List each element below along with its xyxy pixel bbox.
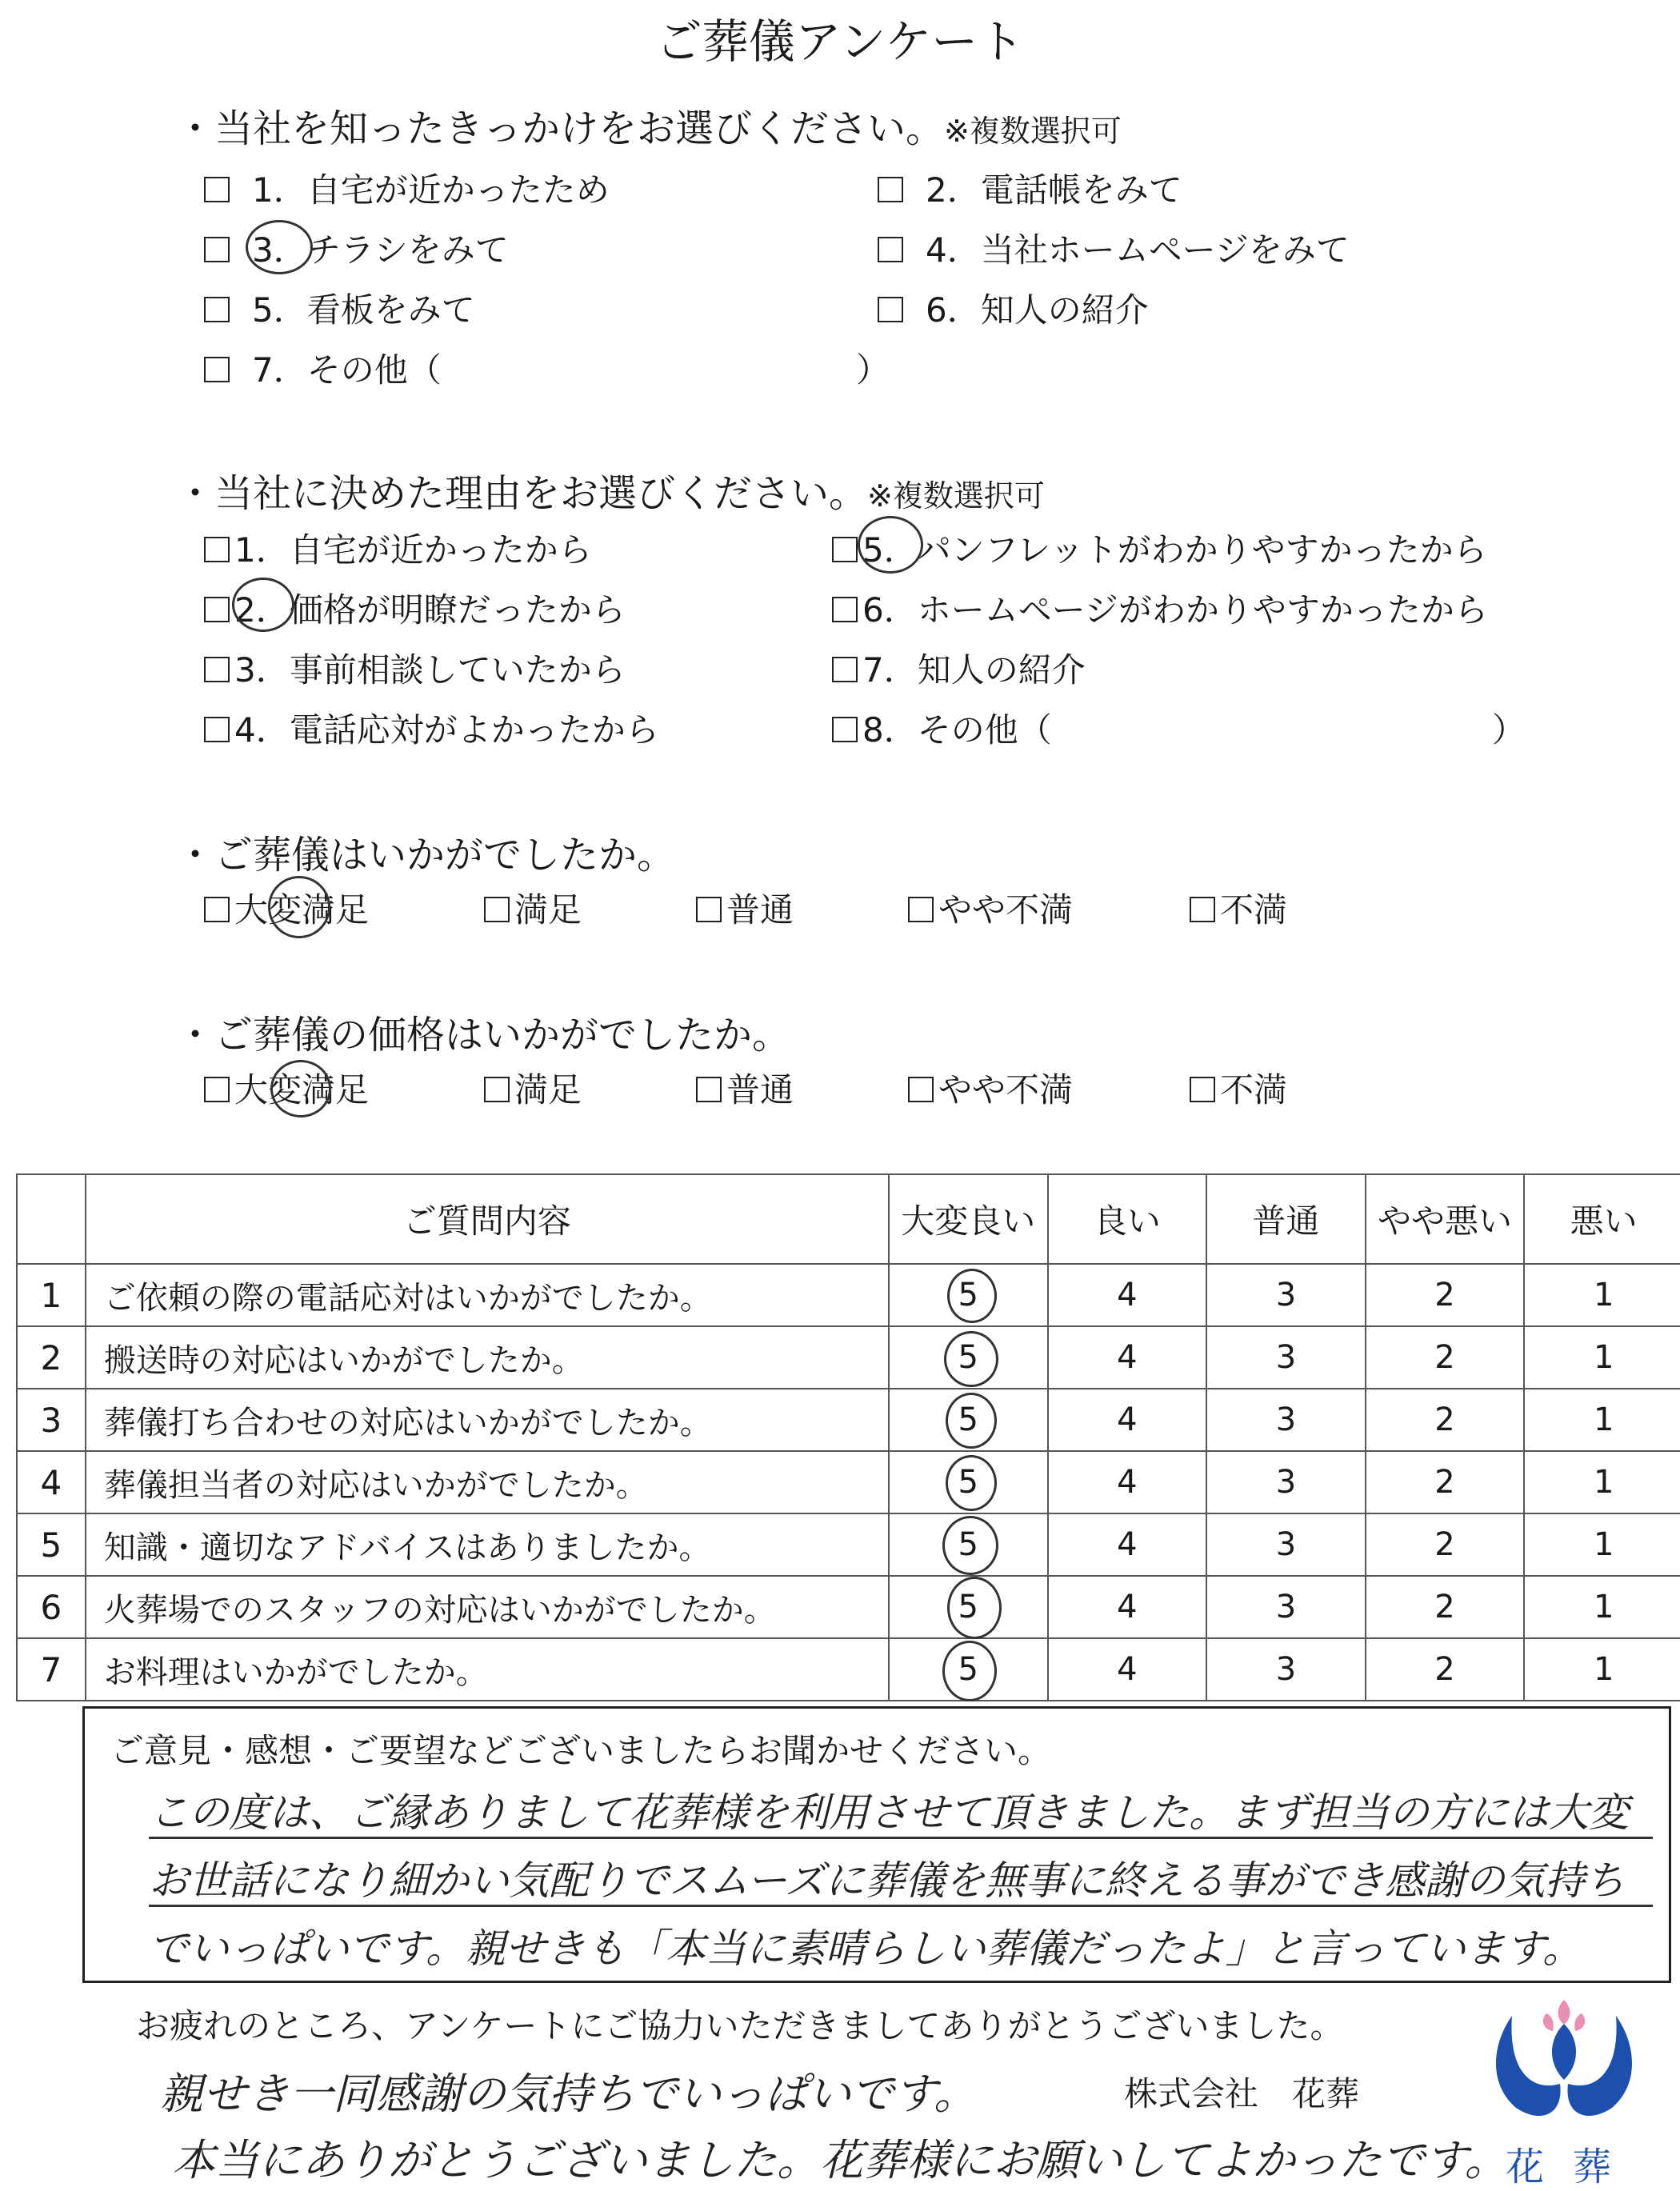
table-header-row: [17, 1174, 1680, 1264]
hand-circle-mark: [944, 1331, 998, 1387]
q4-option-slightly-dissatisfied[interactable]: [908, 1064, 1073, 1112]
q3-option-dissatisfied[interactable]: [1190, 884, 1287, 932]
header-question: ご質問内容: [86, 1174, 889, 1264]
score-5-cell[interactable]: [889, 1326, 1048, 1389]
q4-option-label: 満足: [514, 1070, 582, 1109]
table-row: [17, 1576, 1680, 1638]
checkbox[interactable]: [204, 177, 230, 202]
hand-circle-mark: [268, 876, 330, 938]
header-very-good: 大変良い: [889, 1174, 1048, 1264]
checkbox[interactable]: [1190, 1077, 1215, 1102]
q2-option-label: 4．電話応対がよかったから: [234, 710, 659, 750]
hand-circle-mark: [232, 578, 294, 632]
row-number: 5: [17, 1513, 86, 1576]
checkbox[interactable]: [832, 537, 858, 562]
score-3-cell[interactable]: 3: [1206, 1389, 1366, 1451]
header-normal: 普通: [1206, 1174, 1366, 1264]
logo-text: 花葬: [1506, 2145, 1641, 2189]
score-5: 5: [958, 1651, 978, 1688]
checkbox[interactable]: [204, 717, 230, 742]
q2-option-3[interactable]: [204, 644, 626, 692]
checkbox[interactable]: [832, 657, 858, 682]
q2-option-label: 3．事前相談していたから: [234, 650, 626, 690]
checkbox[interactable]: [878, 297, 903, 322]
company-name: 株式会社 花葬: [1124, 2074, 1360, 2113]
q3-option-label: 大変満足: [234, 890, 370, 930]
q3-option-label: 不満: [1220, 890, 1288, 930]
q1-option-4[interactable]: [878, 224, 1350, 272]
score-4-cell[interactable]: 4: [1048, 1576, 1207, 1638]
score-5-cell[interactable]: [889, 1264, 1048, 1326]
row-number: 2: [17, 1326, 86, 1389]
score-2-cell[interactable]: 2: [1366, 1513, 1525, 1576]
hand-circle-mark: [942, 1516, 998, 1575]
checkbox[interactable]: [908, 1077, 934, 1102]
q1-option-label: 7．その他（: [252, 350, 442, 390]
q3-option-normal[interactable]: [696, 884, 794, 932]
hand-circle-mark: [947, 1577, 1002, 1639]
row-number: 6: [17, 1576, 86, 1638]
row-question: 知識・適切なアドバイスはありましたか。: [86, 1513, 889, 1576]
row-question: ご依頼の際の電話応対はいかがでしたか。: [86, 1264, 889, 1326]
score-5-cell[interactable]: [889, 1513, 1048, 1576]
q4-heading: ・ご葬儀の価格はいかがでしたか。: [176, 1013, 791, 1058]
score-3-cell[interactable]: 3: [1206, 1638, 1366, 1701]
q3-heading: ・ご葬儀はいかがでしたか。: [176, 833, 676, 878]
q4-option-normal[interactable]: [696, 1064, 794, 1112]
comment-line-3: でいっぱいです。親せきも「本当に素晴らしい葬儀だったよ」と言っています。: [149, 1925, 1582, 1972]
row-question: 搬送時の対応はいかがでしたか。: [86, 1326, 889, 1389]
q4-option-label: 不満: [1220, 1070, 1288, 1109]
score-2-cell[interactable]: 2: [1366, 1264, 1525, 1326]
q2-option-6[interactable]: [832, 584, 1488, 632]
q2-option-label: 7．知人の紹介: [862, 650, 1086, 690]
score-5-cell[interactable]: [889, 1638, 1048, 1701]
hand-circle-mark: [942, 1641, 997, 1701]
score-4-cell[interactable]: 4: [1048, 1638, 1207, 1701]
comment-line-2: お世話になり細かい気配りでスムーズに葬儀を無事に終える事ができ感謝の気持ち: [149, 1857, 1625, 1904]
score-1-cell[interactable]: 1: [1524, 1326, 1680, 1389]
q1-option-5[interactable]: [204, 284, 475, 332]
comments-label: ご意見・感想・ご要望などございましたらお聞かせください。: [110, 1731, 1052, 1770]
row-question: 葬儀打ち合わせの対応はいかがでしたか。: [86, 1389, 889, 1451]
q2-option-label: 8．その他（: [862, 710, 1052, 750]
checkbox[interactable]: [204, 237, 230, 262]
q1-heading-text: ・当社を知ったきっかけをお選びください。: [176, 106, 945, 151]
checkbox[interactable]: [484, 897, 510, 922]
q2-close-paren: ）: [1492, 710, 1526, 750]
row-question: 葬儀担当者の対応はいかがでしたか。: [86, 1451, 889, 1513]
score-3-cell[interactable]: 3: [1206, 1326, 1366, 1389]
q2-option-1[interactable]: [204, 524, 592, 572]
q3-option-slightly-dissatisfied[interactable]: [908, 884, 1073, 932]
table-row: [17, 1513, 1680, 1576]
q1-option-label: 3．チラシをみて: [252, 230, 509, 270]
score-1-cell[interactable]: 1: [1524, 1576, 1680, 1638]
score-5-cell[interactable]: [889, 1389, 1048, 1451]
checkbox[interactable]: [696, 897, 722, 922]
score-2-cell[interactable]: 2: [1366, 1638, 1525, 1701]
score-3-cell[interactable]: 3: [1206, 1264, 1366, 1326]
q1-option-6[interactable]: [878, 284, 1149, 332]
row-question: お料理はいかがでしたか。: [86, 1638, 889, 1701]
q3-option-label: やや不満: [938, 890, 1074, 930]
q2-option-label: 1．自宅が近かったから: [234, 530, 592, 570]
q2-heading: [176, 462, 1045, 518]
q1-option-label: 2．電話帳をみて: [926, 170, 1182, 210]
table-row: [17, 1451, 1680, 1513]
q4-option-label: やや不満: [938, 1070, 1074, 1109]
score-4-cell[interactable]: 4: [1048, 1389, 1207, 1451]
row-number: 1: [17, 1264, 86, 1326]
checkbox[interactable]: [908, 897, 934, 922]
q2-option-label: 2．価格が明瞭だったから: [234, 590, 626, 630]
score-3-cell[interactable]: 3: [1206, 1513, 1366, 1576]
table-row: [17, 1264, 1680, 1326]
handwritten-underline: [149, 1837, 1653, 1839]
header-somewhat-bad: やや悪い: [1366, 1174, 1525, 1264]
hand-circle-mark: [270, 1060, 331, 1117]
q2-option-5[interactable]: [832, 524, 1487, 572]
score-2-cell[interactable]: 2: [1366, 1326, 1525, 1389]
score-4-cell[interactable]: 4: [1048, 1264, 1207, 1326]
score-2-cell[interactable]: 2: [1366, 1576, 1525, 1638]
checkbox[interactable]: [484, 1077, 510, 1102]
hand-circle-mark: [246, 220, 313, 274]
q2-heading-text: ・当社に決めた理由をお選びください。: [176, 471, 868, 516]
q2-option-7[interactable]: [832, 644, 1086, 692]
q2-option-label: 6．ホームページがわかりやすかったから: [862, 590, 1488, 630]
q2-option-label: 5．パンフレットがわかりやすかったから: [862, 530, 1487, 570]
checkbox[interactable]: [204, 297, 230, 322]
checkbox[interactable]: [1190, 897, 1215, 922]
handwritten-underline: [149, 1905, 1653, 1907]
comment-line-1: この度は、ご縁ありまして花葬様を利用させて頂きました。まず担当の方には大変: [149, 1789, 1629, 1836]
score-1-cell[interactable]: 1: [1524, 1451, 1680, 1513]
checkbox[interactable]: [204, 897, 230, 922]
q3-option-label: 普通: [726, 890, 794, 930]
q1-option-label: 5．看板をみて: [252, 290, 475, 330]
q1-heading: [176, 98, 1122, 153]
score-5: 5: [958, 1526, 978, 1563]
score-5-cell[interactable]: [889, 1451, 1048, 1513]
checkbox[interactable]: [204, 537, 230, 562]
score-4-cell[interactable]: 4: [1048, 1513, 1207, 1576]
rating-table: [16, 1173, 1680, 1701]
q1-option-2[interactable]: [878, 164, 1182, 212]
score-5: 5: [958, 1589, 978, 1625]
q2-option-8[interactable]: [832, 704, 1052, 752]
score-2-cell[interactable]: 2: [1366, 1389, 1525, 1451]
checkbox[interactable]: [204, 657, 230, 682]
comments-box[interactable]: [82, 1706, 1671, 1983]
page-title: ご葬儀アンケート: [655, 14, 1025, 69]
score-3-cell[interactable]: 3: [1206, 1451, 1366, 1513]
q1-close-paren: ）: [856, 350, 890, 390]
score-1-cell[interactable]: 1: [1524, 1264, 1680, 1326]
score-5: 5: [958, 1277, 978, 1313]
q1-option-label: 6．知人の紹介: [926, 290, 1149, 330]
thank-you-message: お疲れのところ、アンケートにご協力いただきましてありがとうございました。: [136, 2006, 1344, 2045]
table-row: [17, 1326, 1680, 1389]
score-4-cell[interactable]: 4: [1048, 1451, 1207, 1513]
table-row: [17, 1389, 1680, 1451]
q1-option-7[interactable]: [204, 344, 442, 392]
score-3-cell[interactable]: 3: [1206, 1576, 1366, 1638]
row-number: 3: [17, 1389, 86, 1451]
q4-option-label: 普通: [726, 1070, 794, 1109]
q3-option-satisfied[interactable]: [484, 884, 582, 932]
score-1-cell[interactable]: 1: [1524, 1638, 1680, 1701]
checkbox[interactable]: [696, 1077, 722, 1102]
checkbox[interactable]: [878, 177, 903, 202]
row-number: 4: [17, 1451, 86, 1513]
score-1-cell[interactable]: 1: [1524, 1513, 1680, 1576]
q4-option-label: 大変満足: [234, 1070, 370, 1109]
row-question: 火葬場でのスタッフの対応はいかがでしたか。: [86, 1576, 889, 1638]
q1-option-label: 1．自宅が近かったため: [252, 170, 610, 210]
score-5: 5: [958, 1464, 978, 1501]
q3-option-label: 満足: [514, 890, 582, 930]
hand-circle-mark: [947, 1269, 997, 1323]
header-number: [17, 1174, 86, 1264]
hand-circle-mark: [858, 516, 923, 574]
checkbox[interactable]: [204, 597, 230, 622]
q4-option-satisfied[interactable]: [484, 1064, 582, 1112]
handwritten-footer-line-2: 本当にありがとうございました。花葬様にお願いしてよかったです。: [172, 2135, 1508, 2185]
checkbox[interactable]: [832, 717, 858, 742]
q2-option-4[interactable]: [204, 704, 659, 752]
score-5: 5: [958, 1339, 978, 1376]
q4-option-dissatisfied[interactable]: [1190, 1064, 1287, 1112]
score-5: 5: [958, 1401, 978, 1438]
header-good: 良い: [1048, 1174, 1207, 1264]
q2-note: ※複数選択可: [867, 478, 1045, 514]
score-5-cell[interactable]: [889, 1576, 1048, 1638]
checkbox[interactable]: [878, 237, 903, 262]
hand-circle-mark: [946, 1393, 997, 1449]
table-row: [17, 1638, 1680, 1701]
q1-option-1[interactable]: [204, 164, 610, 212]
hand-circle-mark: [946, 1455, 997, 1511]
score-1-cell[interactable]: 1: [1524, 1389, 1680, 1451]
q1-option-label: 4．当社ホームページをみて: [926, 230, 1350, 270]
checkbox[interactable]: [204, 357, 230, 382]
q1-note: ※複数選択可: [944, 114, 1122, 149]
score-2-cell[interactable]: 2: [1366, 1451, 1525, 1513]
header-bad: 悪い: [1524, 1174, 1680, 1264]
checkbox[interactable]: [832, 597, 858, 622]
row-number: 7: [17, 1638, 86, 1701]
handwritten-footer-line-1: 親せき一同感謝の気持ちでいっぱいです。: [160, 2069, 978, 2119]
checkbox[interactable]: [204, 1077, 230, 1102]
score-4-cell[interactable]: 4: [1048, 1326, 1207, 1389]
